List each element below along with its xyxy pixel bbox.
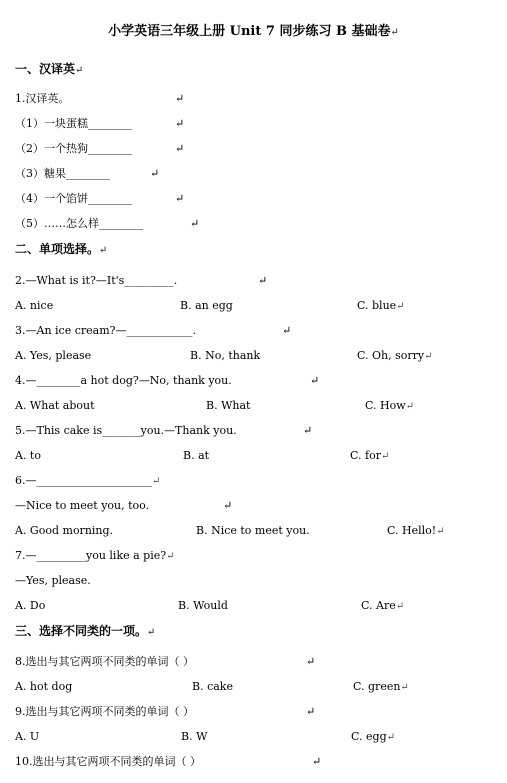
q1-item-1: （1）一块蛋糕________ (15, 117, 132, 130)
q7-option-c (361, 599, 404, 614)
q3-option-c (357, 349, 433, 364)
return-mark: ↵ (75, 65, 84, 76)
q7-option-a: A. Do (15, 599, 46, 612)
q9-stem: 9.选出与其它两项不同类的单词（ ） (15, 705, 194, 718)
section-2-text: 二、单项选择。 (15, 242, 100, 256)
q4-option-c-text: C. How (365, 399, 406, 412)
q4-option-c (365, 399, 414, 414)
q1-item-3: （3）糖果________ (15, 167, 110, 180)
return-mark: ↵ (306, 705, 316, 718)
return-mark: ↵ (190, 217, 200, 230)
q7-stem-text: 7.—_________you like a pie? (15, 549, 167, 562)
return-mark: ↵ (175, 192, 185, 205)
q1-item-5: （5）……怎么样________ (15, 217, 143, 230)
return-mark: ↵ (223, 499, 233, 512)
return-mark: ↵ (150, 167, 160, 180)
return-mark: ↵ (400, 682, 409, 693)
q4-option-b: B. What (206, 399, 251, 412)
return-mark: ↵ (380, 451, 390, 462)
title-text: 小学英语三年级上册 Unit 7 同步练习 B 基础卷 (108, 24, 391, 39)
q3-option-c-text: C. Oh, sorry (357, 349, 425, 362)
return-mark: ↵ (424, 351, 433, 362)
section-2-heading (15, 242, 107, 258)
q8-option-c (353, 680, 409, 695)
q1-stem: 1.汉译英。 (15, 92, 70, 105)
return-mark: ↵ (306, 655, 316, 668)
return-mark: ↵ (405, 401, 415, 412)
return-mark: ↵ (175, 92, 185, 105)
return-mark: ↵ (152, 476, 161, 487)
q6-stem-reply: —Nice to meet you, too. (15, 499, 150, 512)
q1-item-2: （2）一个热狗________ (15, 142, 132, 155)
return-mark: ↵ (310, 374, 320, 387)
q8-option-c-text: C. green (353, 680, 401, 693)
q6-stem-text: 6.—_____________________ (15, 474, 152, 487)
q7-stem-reply: —Yes, please. (15, 574, 91, 587)
q6-option-b: B. Nice to meet you. (196, 524, 310, 537)
section-1-heading (15, 62, 83, 78)
q5-option-c (350, 449, 389, 464)
q5-option-c-text: C. for (350, 449, 381, 462)
q6-option-c (387, 524, 445, 539)
return-mark: ↵ (396, 301, 405, 312)
return-mark: ↵ (390, 27, 399, 38)
return-mark: ↵ (395, 601, 405, 612)
q5-option-a: A. to (15, 449, 41, 462)
q9-option-b: B. W (181, 730, 208, 743)
q6-stem (15, 474, 160, 489)
return-mark: ↵ (436, 526, 445, 537)
section-3-text: 三、选择不同类的一项。 (15, 624, 148, 638)
q5-option-b: B. at (183, 449, 210, 462)
q8-option-a: A. hot dog (15, 680, 73, 693)
return-mark: ↵ (258, 274, 268, 287)
section-3-heading (15, 624, 155, 640)
section-1-text: 一、汉译英 (15, 62, 76, 76)
q7-option-c-text: C. Are (361, 599, 396, 612)
q4-option-a: A. What about (15, 399, 95, 412)
q7-stem (15, 549, 175, 564)
q6-option-a: A. Good morning. (15, 524, 114, 537)
q2-option-a: A. nice (15, 299, 54, 312)
q6-option-c-text: C. Hello! (387, 524, 437, 537)
q2-stem: 2.—What is it?—It's_________. (15, 274, 178, 287)
page-title (0, 24, 507, 41)
q8-option-b: B. cake (192, 680, 233, 693)
return-mark: ↵ (312, 755, 322, 768)
q3-option-a: A. Yes, please (15, 349, 92, 362)
return-mark: ↵ (175, 117, 185, 130)
q2-option-c (357, 299, 405, 314)
q3-stem: 3.—An ice cream?—____________. (15, 324, 197, 337)
q9-option-c (351, 730, 395, 745)
q9-option-c-text: C. egg (351, 730, 387, 743)
q4-stem: 4.—________a hot dog?—No, thank you. (15, 374, 232, 387)
return-mark: ↵ (147, 627, 156, 638)
return-mark: ↵ (99, 245, 108, 256)
q10-stem: 10.选出与其它两项不同类的单词（ ） (15, 755, 201, 768)
q2-option-c-text: C. blue (357, 299, 397, 312)
q2-option-b: B. an egg (180, 299, 233, 312)
q8-stem: 8.选出与其它两项不同类的单词（ ） (15, 655, 194, 668)
q1-item-4: （4）一个馅饼________ (15, 192, 132, 205)
q9-option-a: A. U (15, 730, 40, 743)
q3-option-b: B. No, thank (190, 349, 261, 362)
q5-stem: 5.—This cake is_______you.—Thank you. (15, 424, 237, 437)
return-mark: ↵ (282, 324, 292, 337)
return-mark: ↵ (303, 424, 313, 437)
return-mark: ↵ (166, 551, 175, 562)
q7-option-b: B. Would (178, 599, 228, 612)
return-mark: ↵ (175, 142, 185, 155)
return-mark: ↵ (386, 732, 396, 743)
